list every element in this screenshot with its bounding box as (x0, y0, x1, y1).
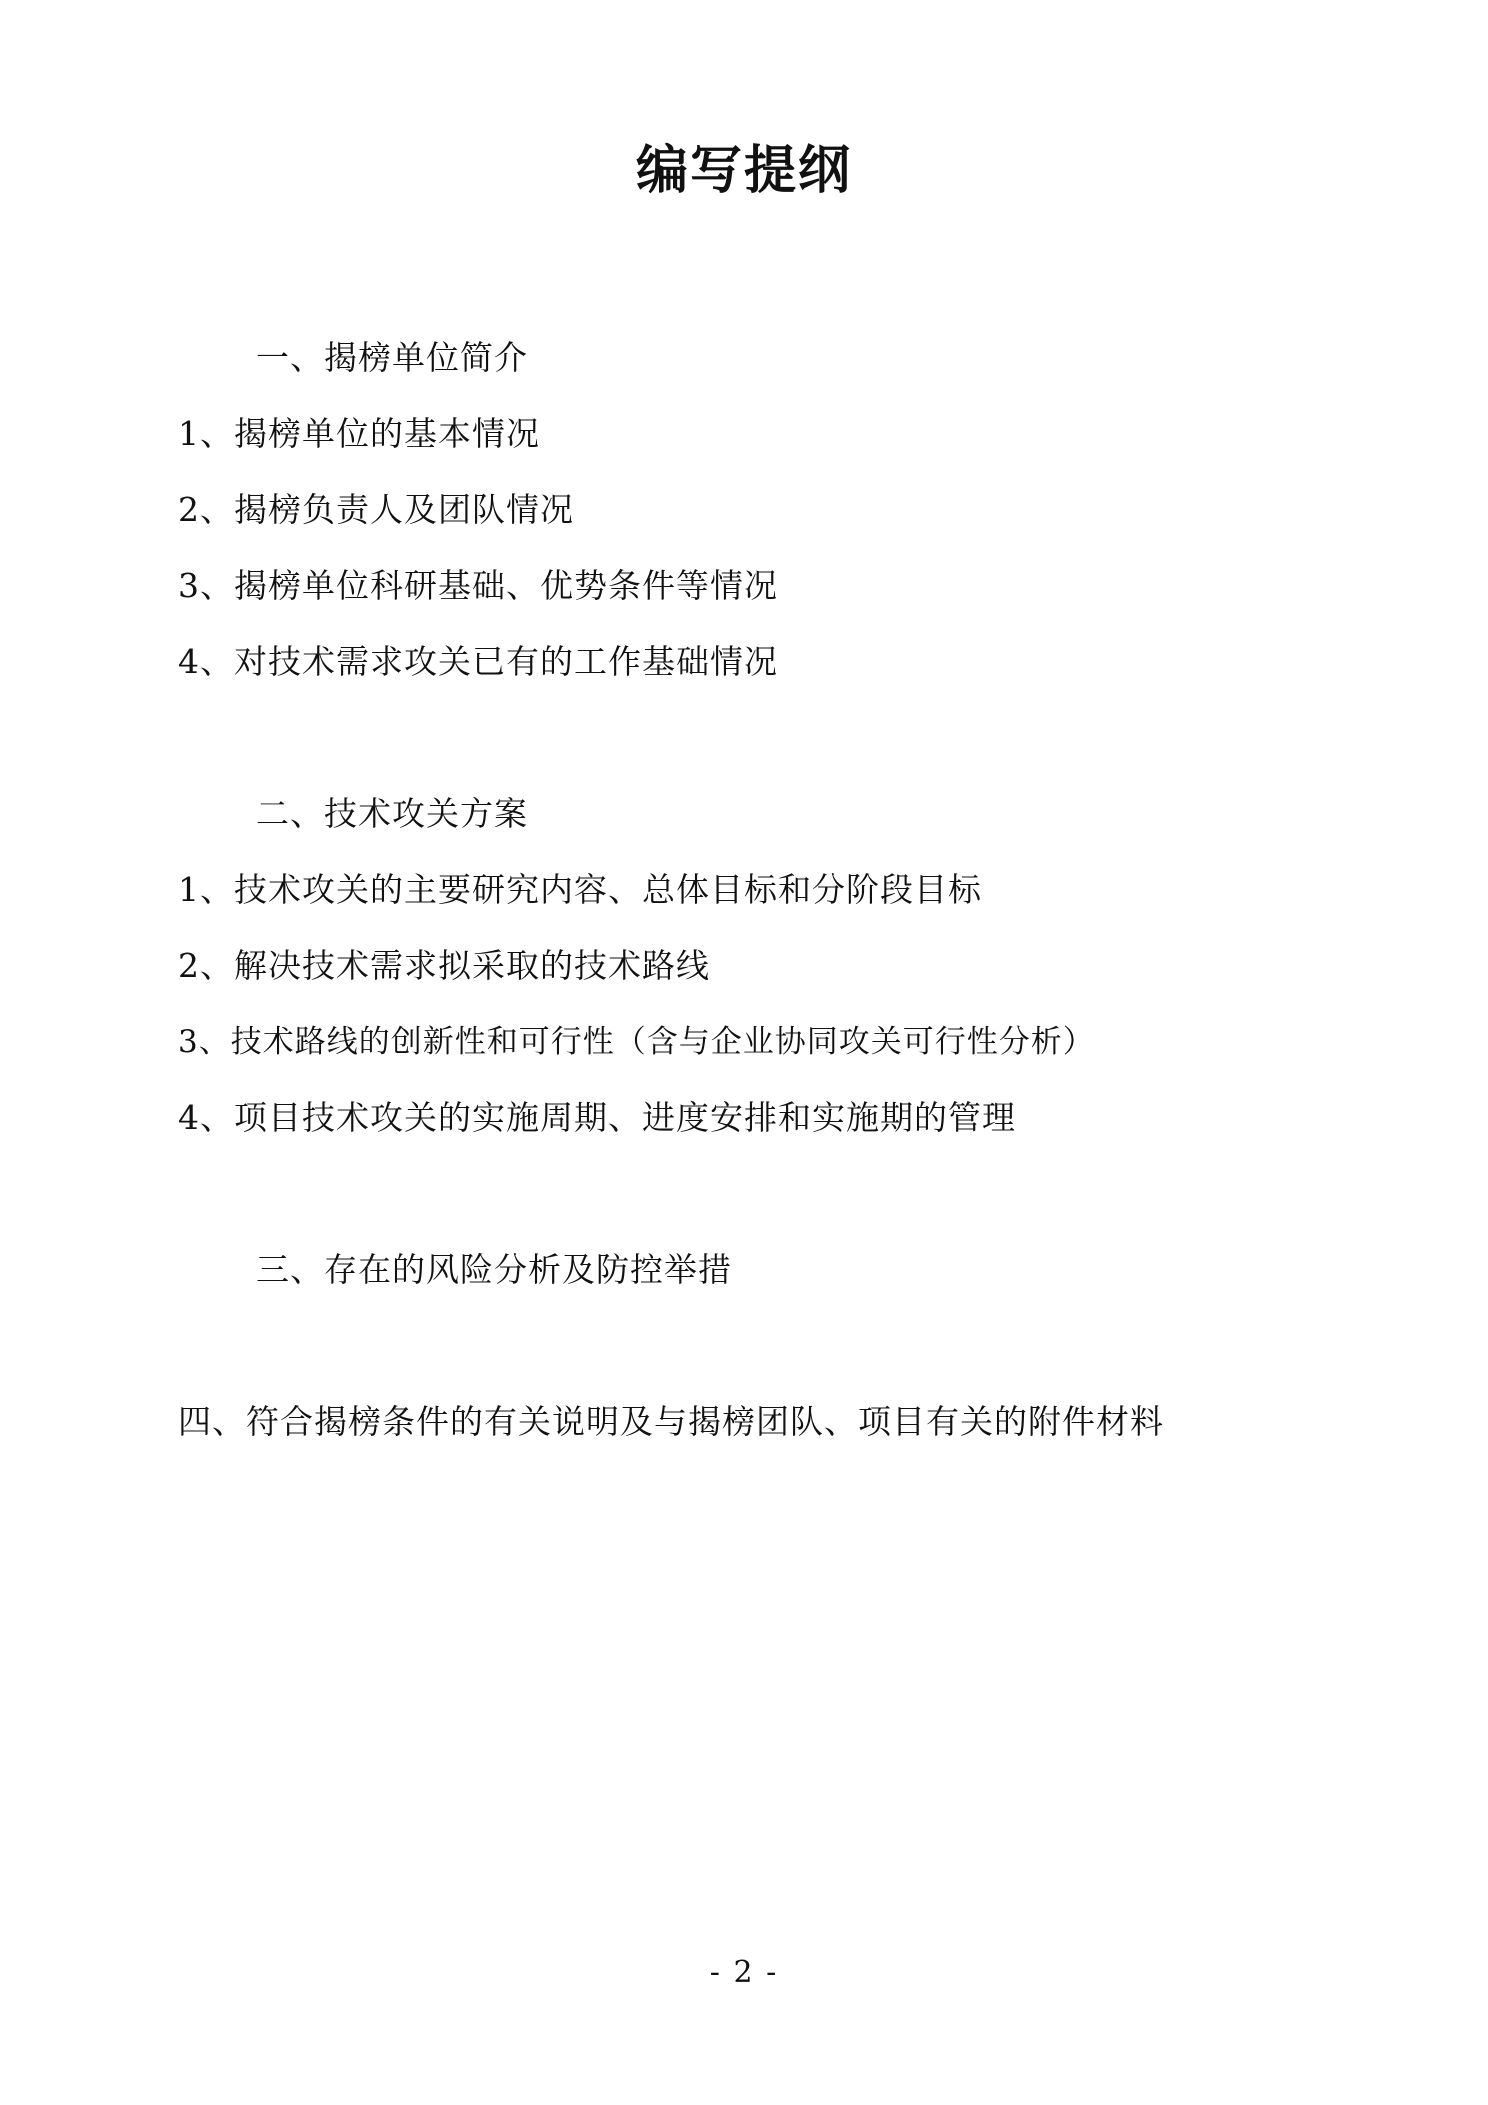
section-gap-2 (178, 1156, 1328, 1232)
section-1-item-2: 2、揭榜负责人及团队情况 (178, 490, 574, 529)
section-2-item-3: 3、技术路线的创新性和可行性（含与企业协同攻关可行性分析） (178, 1024, 1095, 1060)
page-number: - 2 - (709, 1955, 779, 1990)
section-gap-3 (178, 1308, 1328, 1384)
section-1-item-1: 1、揭榜单位的基本情况 (178, 414, 540, 453)
section-2-item-1: 1、技术攻关的主要研究内容、总体目标和分阶段目标 (178, 870, 982, 909)
section-1-item-4: 4、对技术需求攻关已有的工作基础情况 (178, 642, 778, 681)
section-heading-2: 二、技术攻关方案 (256, 794, 528, 833)
section-2-item-2: 2、解决技术需求拟采取的技术路线 (178, 946, 710, 985)
page-title: 编写提纲 (635, 140, 852, 201)
section-2-item-4: 4、项目技术攻关的实施周期、进度安排和实施期的管理 (178, 1098, 1016, 1137)
section-gap-1 (178, 700, 1328, 776)
section-heading-1: 一、揭榜单位简介 (256, 338, 528, 377)
document-body (178, 320, 1328, 1460)
section-heading-4: 四、符合揭榜条件的有关说明及与揭榜团队、项目有关的附件材料 (178, 1402, 1164, 1441)
section-heading-3: 三、存在的风险分析及防控举措 (256, 1250, 732, 1289)
section-1-item-3: 3、揭榜单位科研基础、优势条件等情况 (178, 566, 778, 605)
